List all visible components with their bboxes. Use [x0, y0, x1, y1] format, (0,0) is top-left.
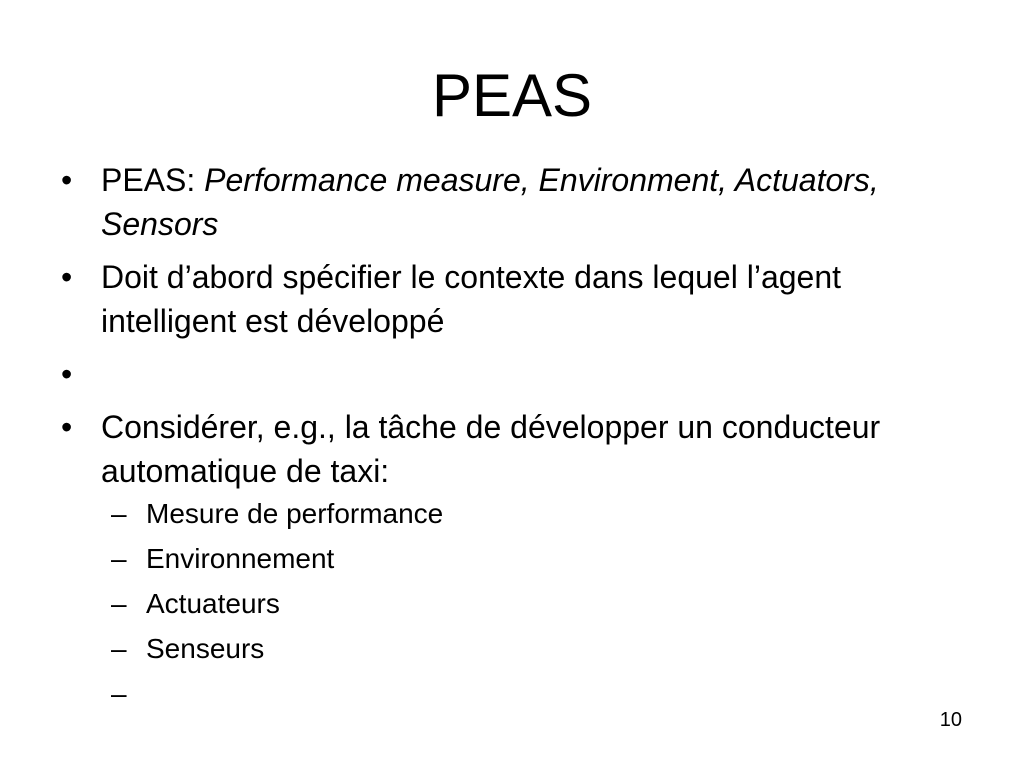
sub-item-actuators	[111, 586, 911, 622]
bullet-icon: •	[61, 259, 73, 295]
sub-item-text: Environnement	[146, 543, 335, 574]
sub-bullet-list	[111, 496, 911, 721]
bullet-item-empty	[55, 352, 955, 396]
sub-item-environment	[111, 541, 911, 577]
sub-item-sensors	[111, 631, 911, 667]
dash-icon: –	[111, 633, 127, 664]
bullet-icon: •	[61, 162, 73, 198]
bullet-list	[55, 158, 955, 502]
bullet-emphasis: Performance measure, Environment, Actuators, Sensors	[101, 162, 879, 242]
bullet-item-context	[55, 255, 955, 343]
dash-icon: –	[111, 678, 127, 709]
sub-item-performance	[111, 496, 911, 532]
sub-item-text: Senseurs	[146, 633, 265, 664]
dash-icon: –	[111, 543, 127, 574]
sub-item-text: Mesure de performance	[146, 498, 444, 529]
dash-icon: –	[111, 588, 127, 619]
dash-icon: –	[111, 498, 127, 529]
sub-item-text: Actuateurs	[146, 588, 280, 619]
bullet-item-peas	[55, 158, 955, 246]
bullet-icon: •	[61, 409, 73, 445]
bullet-text: Doit d’abord spécifier le contexte dans lequel l’agent intelligent est développé	[101, 259, 842, 339]
bullet-prefix: PEAS:	[101, 162, 205, 198]
page-number: 10	[939, 709, 962, 731]
bullet-text: Considérer, e.g., la tâche de développer un conducteur automatique de taxi:	[101, 409, 881, 489]
bullet-icon: •	[61, 356, 73, 392]
slide-title: PEAS	[431, 62, 593, 129]
bullet-item-task	[55, 405, 955, 493]
sub-item-empty	[111, 676, 911, 712]
